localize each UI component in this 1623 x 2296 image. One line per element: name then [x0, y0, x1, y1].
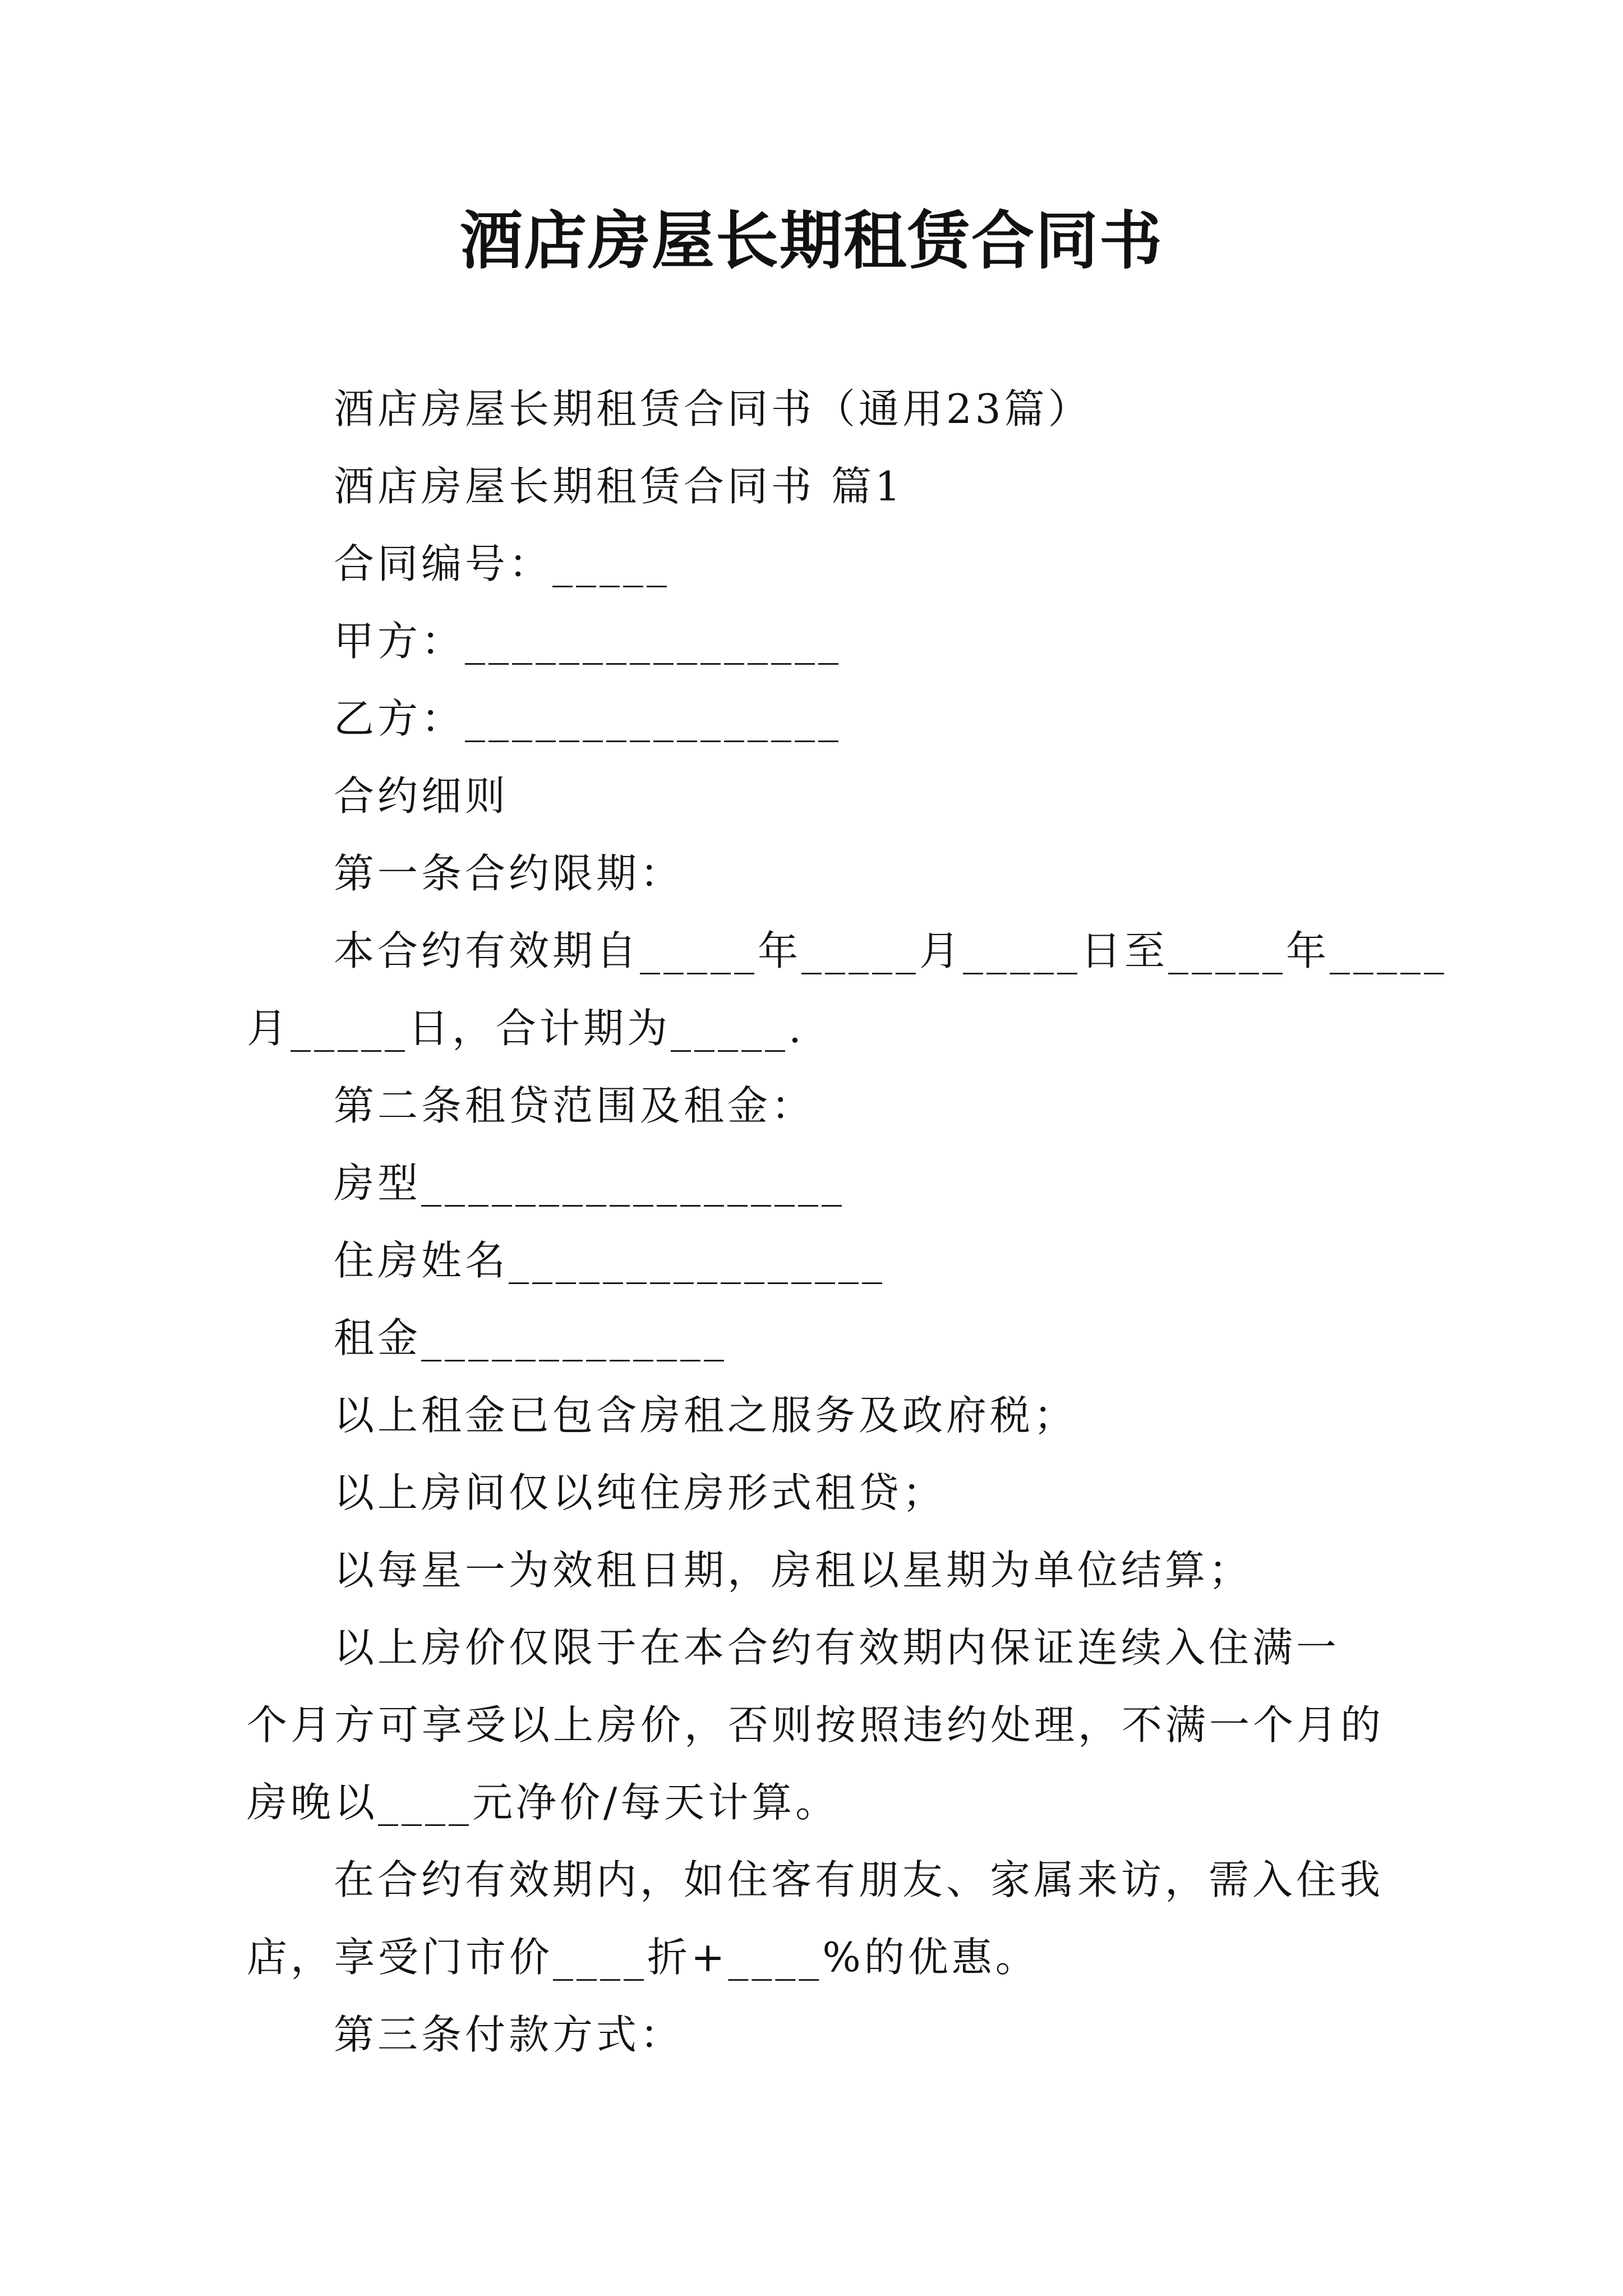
document-title: 酒店房屋长期租赁合同书 [460, 204, 1163, 278]
paragraph-line: 第三条付款方式： [334, 2011, 684, 2058]
paragraph-line: 本合约有效期自_____年_____月_____日至_____年_____ [334, 927, 1448, 974]
paragraph-line: 房晚以____元净价/每天计算。 [247, 1779, 840, 1826]
paragraph-line: 乙方：________________ [334, 695, 842, 742]
paragraph-line: 合同编号：_____ [334, 540, 671, 587]
paragraph-line: 第二条租贷范围及租金： [334, 1082, 815, 1129]
paragraph-line: 合约细则 [334, 772, 509, 820]
paragraph-line: 以每星一为效租日期，房租以星期为单位结算； [334, 1547, 1253, 1594]
paragraph-line: 甲方：________________ [334, 618, 842, 665]
paragraph-line: 店，享受门市价____折+____%的优惠。 [247, 1934, 1039, 1981]
paragraph-line: 房型__________________ [334, 1159, 846, 1207]
paragraph-line: 在合约有效期内，如住客有朋友、家属来访，需入住我 [334, 1856, 1384, 1903]
paragraph-line: 第一条合约限期： [334, 850, 684, 897]
paragraph-line: 酒店房屋长期租赁合同书 篇1 [334, 463, 904, 510]
paragraph-line: 以上房间仅以纯住房形式租贷； [334, 1469, 947, 1516]
document-body [247, 370, 1448, 2073]
paragraph-line: 以上租金已包含房租之服务及政府税； [334, 1392, 1078, 1439]
paragraph-line: 以上房价仅限于在本合约有效期内保证连续入住满一 [334, 1624, 1340, 1671]
paragraph-line: 酒店房屋长期租赁合同书（通用23篇） [334, 385, 1092, 432]
paragraph-line: 住房姓名________________ [334, 1237, 886, 1284]
paragraph-line: 租金_____________ [334, 1314, 728, 1361]
paragraph-line: 个月方可享受以上房价，否则按照违约处理，不满一个月的 [247, 1701, 1385, 1749]
paragraph-line: 月_____日，合计期为_____. [247, 1005, 805, 1052]
